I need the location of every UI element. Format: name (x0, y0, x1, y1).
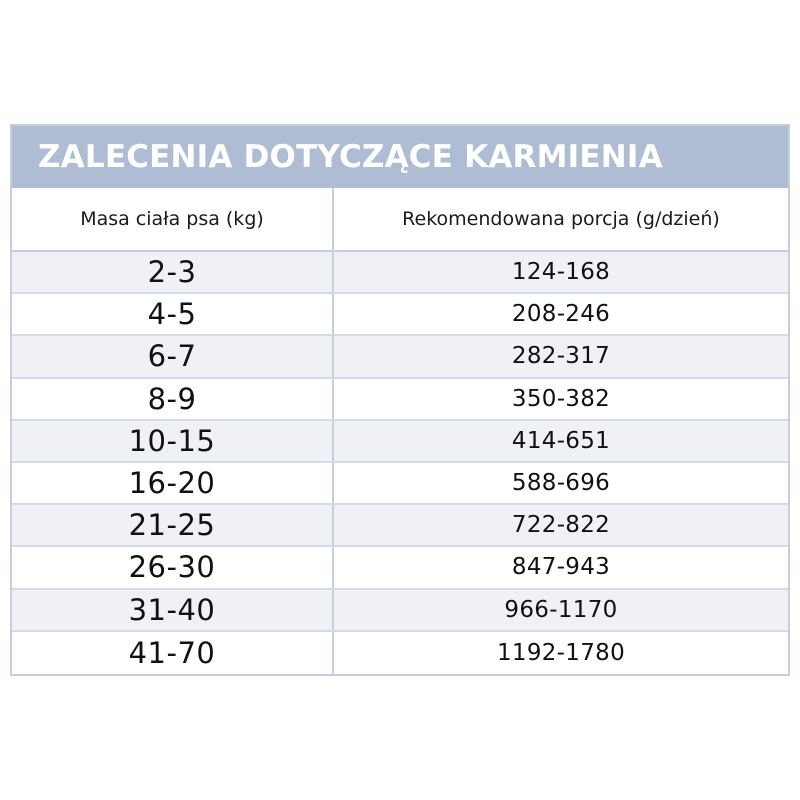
portion-cell: 722-822 (511, 512, 611, 539)
weight-cell: 4-5 (12, 294, 334, 334)
table-row (12, 294, 788, 336)
weight-cell: 8-9 (12, 379, 334, 419)
portion-cell: 588-696 (511, 470, 611, 497)
table-row (12, 547, 788, 589)
table-row (12, 632, 788, 674)
feeding-table (10, 124, 790, 676)
column-header-row (12, 188, 788, 252)
weight-cell: 41-70 (12, 632, 334, 674)
portion-cell: 124-168 (511, 259, 611, 286)
table-row (12, 590, 788, 632)
table-title: ZALECENIA DOTYCZĄCE KARMIENIA (38, 139, 663, 175)
table-row (12, 336, 788, 378)
column-header-portion: Rekomendowana porcja (g/dzień) (402, 208, 720, 230)
portion-cell: 208-246 (511, 301, 611, 328)
portion-cell: 414-651 (511, 427, 611, 454)
table-header (12, 126, 788, 188)
weight-cell: 16-20 (12, 463, 334, 503)
portion-cell: 282-317 (511, 343, 611, 370)
table-row (12, 252, 788, 294)
portion-cell: 847-943 (511, 554, 611, 581)
weight-cell: 21-25 (12, 505, 334, 545)
table-row (12, 463, 788, 505)
portion-cell: 350-382 (511, 385, 611, 412)
weight-cell: 10-15 (12, 421, 334, 461)
column-header-weight: Masa ciała psa (kg) (12, 188, 334, 250)
weight-cell: 26-30 (12, 547, 334, 587)
table-row (12, 421, 788, 463)
table-row (12, 505, 788, 547)
weight-cell: 2-3 (12, 252, 334, 292)
table-row (12, 379, 788, 421)
weight-cell: 31-40 (12, 590, 334, 630)
portion-cell: 966-1170 (504, 596, 618, 623)
portion-cell: 1192-1780 (496, 639, 626, 666)
weight-cell: 6-7 (12, 336, 334, 376)
